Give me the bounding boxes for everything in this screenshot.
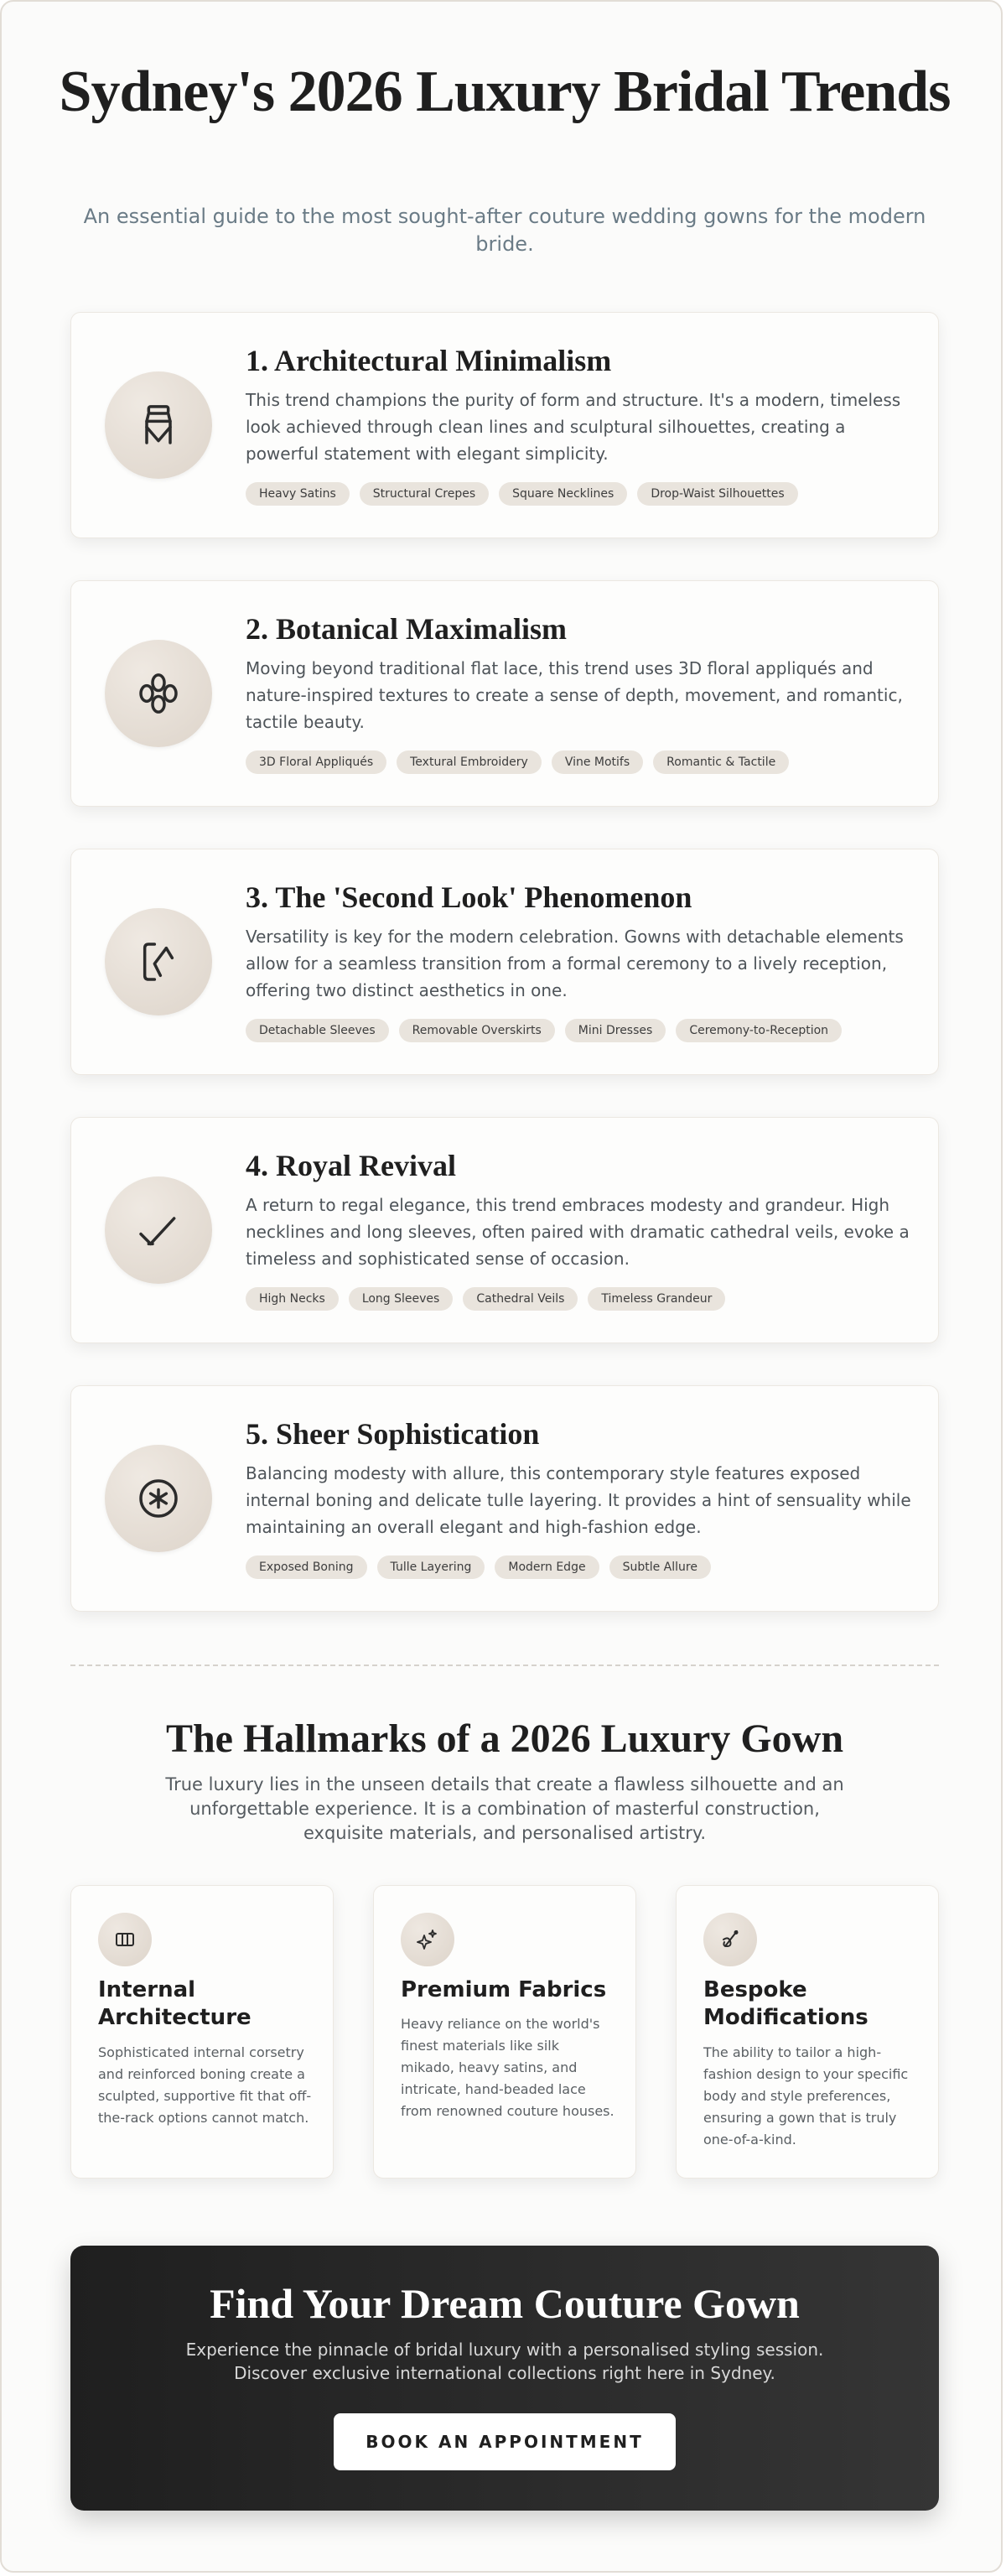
feature-text: Heavy reliance on the world's finest materials like silk mikado, heavy satins, and intricate, hand-beaded lace from renowned couture houses. — [401, 2016, 614, 2119]
dress-form-icon — [105, 371, 212, 479]
tag: High Necks — [246, 1287, 339, 1311]
tag: Subtle Allure — [609, 1555, 711, 1579]
tag: Mini Dresses — [565, 1019, 666, 1042]
tag: 3D Floral Appliqués — [246, 750, 386, 774]
feature-title: Premium Fabrics — [401, 1977, 607, 2002]
tag: Removable Overskirts — [399, 1019, 555, 1042]
page-subtitle: An essential guide to the most sought-after couture wedding gowns for the modern bride. — [83, 205, 926, 256]
hallmarks-title: The Hallmarks of a 2026 Luxury Gown — [165, 1716, 844, 1761]
tag: Romantic & Tactile — [653, 750, 789, 774]
checkmark-icon — [105, 1176, 212, 1284]
hallmarks-intro: True luxury lies in the unseen details that create a flawless silhouette and an unforgettable experience. It is a combination of masterful construction, exquisite materials, and personalised artistry. — [165, 1774, 844, 1843]
feature-title: Internal Architecture — [98, 1977, 252, 2030]
trend-description: A return to regal elegance, this trend embraces modesty and grandeur. High necklines and long sleeves, often paired with dramatic cathedral veils, evoke a timeless and sophisticated sense of occasion. — [246, 1195, 910, 1269]
flower-icon — [105, 640, 212, 747]
trend-description: Balancing modesty with allure, this contemporary style features exposed internal boning and delicate tulle layering. It provides a hint of sensuality while maintaining an overall elegant and high-fashion edge. — [246, 1463, 911, 1537]
trend-card-sheer-sophistication — [70, 1385, 939, 1612]
tag-list — [246, 750, 789, 774]
trend-description: This trend champions the purity of form and structure. It's a modern, timeless look achieved through clean lines and sculptural silhouettes, creating a powerful statement with elegant simplicity. — [246, 390, 901, 464]
trend-card-royal-revival — [70, 1117, 939, 1343]
cta-banner — [70, 2246, 939, 2511]
feature-text: The ability to tailor a high-fashion design to your specific body and style preferences, ensuring a gown that is truly one-of-a-kind. — [703, 2044, 909, 2148]
section-divider — [70, 1665, 939, 1666]
tag: Long Sleeves — [349, 1287, 454, 1311]
trend-card-botanical-maximalism — [70, 580, 939, 807]
needle-thread-icon — [703, 1913, 757, 1966]
tag: Ceremony-to-Reception — [676, 1019, 842, 1042]
asterisk-circle-icon — [105, 1445, 212, 1552]
tag: Timeless Grandeur — [588, 1287, 725, 1311]
trend-title: 4. Royal Revival — [246, 1149, 456, 1182]
tag: Tulle Layering — [377, 1555, 485, 1579]
cta-text: Experience the pinnacle of bridal luxury with a personalised styling session. Discover exclusive international collections right here in Sydney. — [185, 2340, 824, 2383]
tag-list — [246, 1019, 842, 1042]
feature-card-bespoke-modifications — [676, 1885, 939, 2179]
feature-title: Bespoke Modifications — [703, 1977, 869, 2030]
feature-card-internal-architecture — [70, 1885, 334, 2179]
tag-list — [246, 1287, 725, 1311]
feature-card-premium-fabrics — [373, 1885, 636, 2179]
corset-icon — [98, 1913, 152, 1966]
sparkles-icon — [401, 1913, 454, 1966]
page-title: Sydney's 2026 Luxury Bridal Trends — [59, 60, 951, 124]
trend-card-second-look — [70, 849, 939, 1075]
tag: Detachable Sleeves — [246, 1019, 389, 1042]
trend-description: Versatility is key for the modern celebration. Gowns with detachable elements allow for a seamless transition from a formal ceremony to a lively reception, offering two distinct aesthetics in one. — [246, 927, 904, 1000]
trend-card-architectural-minimalism — [70, 312, 939, 538]
trend-title: 3. The 'Second Look' Phenomenon — [246, 880, 692, 914]
trend-title: 2. Botanical Maximalism — [246, 612, 567, 646]
tag: Structural Crepes — [360, 482, 489, 506]
tag: Exposed Boning — [246, 1555, 367, 1579]
tag-list — [246, 482, 798, 506]
trend-title: 1. Architectural Minimalism — [246, 344, 612, 377]
tag: Vine Motifs — [552, 750, 643, 774]
tag-list — [246, 1555, 711, 1579]
transform-icon — [105, 908, 212, 1015]
feature-text: Sophisticated internal corsetry and reinforced boning create a sculpted, supportive fit that off-the-rack options cannot match. — [98, 2044, 312, 2126]
tag: Square Necklines — [499, 482, 627, 506]
tag: Heavy Satins — [246, 482, 350, 506]
trend-title: 5. Sheer Sophistication — [246, 1417, 540, 1451]
book-appointment-button[interactable]: BOOK AN APPOINTMENT — [334, 2413, 676, 2470]
trend-description: Moving beyond traditional flat lace, this trend uses 3D floral appliqués and nature-inspired textures to create a sense of depth, movement, and romantic, tactile beauty. — [246, 658, 903, 732]
tag: Modern Edge — [495, 1555, 599, 1579]
tag: Cathedral Veils — [463, 1287, 578, 1311]
cta-title: Find Your Dream Couture Gown — [210, 2280, 800, 2327]
tag: Textural Embroidery — [397, 750, 542, 774]
tag: Drop-Waist Silhouettes — [637, 482, 797, 506]
